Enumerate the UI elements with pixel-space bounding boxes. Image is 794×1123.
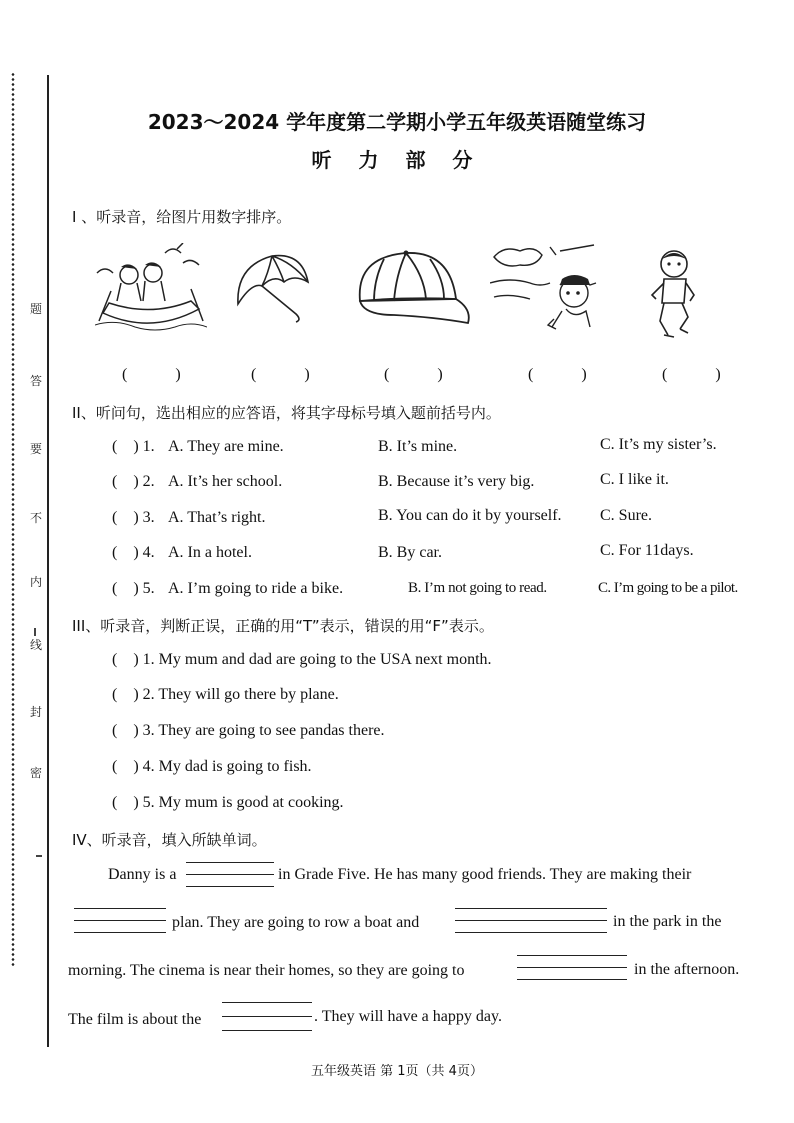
cloze-text: Danny is a [108, 866, 177, 883]
option-b: B. It’s mine. [378, 438, 458, 455]
cloze-text: in Grade Five. He has many good friends. They are making their [278, 866, 692, 883]
page-footer: 五年级英语 第 1页（共 4页） [311, 1064, 483, 1079]
option-c: C. I’m going to be a pilot. [598, 580, 738, 596]
answer-bracket[interactable]: ( ) [122, 366, 203, 383]
question-row [112, 580, 155, 598]
question-number: 1. [142, 438, 155, 455]
binding-char: 答 [29, 374, 42, 388]
cloze-text: The film is about the [68, 1011, 202, 1028]
running-boy-picture [648, 247, 698, 343]
answer-bracket[interactable]: ( ) [112, 509, 139, 526]
fishing-boy-picture [490, 243, 602, 331]
question-row [112, 509, 155, 527]
answer-bracket[interactable]: ( ) [112, 651, 139, 668]
cloze-text: . They will have a happy day. [314, 1008, 502, 1025]
answer-bracket[interactable]: ( ) [384, 366, 465, 383]
question-number: 4. [142, 544, 155, 561]
answer-bracket[interactable]: ( ) [112, 722, 139, 739]
statement: 1. My mum and dad are going to the USA next month. [142, 651, 492, 668]
answer-bracket[interactable]: ( ) [112, 473, 139, 490]
binding-char: 要 [29, 442, 42, 456]
question-row [112, 438, 155, 456]
scan-mark [34, 628, 36, 636]
cloze-text: plan. They are going to row a boat and [172, 914, 420, 931]
question-row [112, 544, 155, 562]
question-row [112, 473, 155, 491]
umbrella-picture [232, 252, 310, 324]
binding-char: 不 [29, 511, 42, 525]
option-b: B. I’m not going to read. [408, 580, 547, 596]
judgement-row [112, 686, 339, 704]
part1-heading: I 、听录音，给图片用数字排序。 [72, 208, 292, 226]
judgement-row [112, 722, 385, 740]
answer-bracket[interactable]: ( ) [251, 366, 332, 383]
fill-blank[interactable] [186, 862, 274, 886]
part4-heading: IV、听录音，填入所缺单词。 [72, 831, 267, 849]
option-c: C. It’s my sister’s. [600, 436, 717, 453]
answer-bracket[interactable]: ( ) [112, 794, 139, 811]
part2-heading: II、听问句，选出相应的应答语，将其字母标号填入题前括号内。 [72, 404, 501, 422]
judgement-row [112, 794, 344, 812]
statement: 3. They are going to see pandas there. [142, 722, 385, 739]
option-b: B. By car. [378, 544, 442, 561]
binding-char: 题 [29, 302, 42, 316]
page-subtitle: 听 力 部 分 [311, 148, 483, 172]
option-a: A. That’s right. [168, 509, 266, 526]
answer-bracket[interactable]: ( ) [528, 366, 609, 383]
answer-bracket[interactable]: ( ) [112, 580, 139, 597]
question-number: 3. [142, 509, 155, 526]
fill-blank[interactable] [222, 1002, 312, 1026]
answer-bracket[interactable]: ( ) [662, 366, 743, 383]
fill-blank[interactable] [74, 908, 166, 932]
cloze-text: in the park in the [613, 913, 722, 930]
option-c: C. I like it. [600, 471, 669, 488]
answer-bracket[interactable]: ( ) [112, 758, 139, 775]
page-title: 2023～2024 学年度第二学期小学五年级英语随堂练习 [147, 110, 647, 134]
cloze-text: morning. The cinema is near their homes, so they are going to [68, 962, 465, 979]
binding-dotted-line [11, 72, 15, 967]
option-a: A. In a hotel. [168, 544, 252, 561]
fill-blank[interactable] [455, 908, 607, 932]
answer-bracket[interactable]: ( ) [112, 686, 139, 703]
judgement-row [112, 758, 312, 776]
statement: 5. My mum is good at cooking. [142, 794, 344, 811]
option-c: C. For 11days. [600, 542, 694, 559]
binding-char: 内 [29, 575, 42, 589]
option-c: C. Sure. [600, 507, 652, 524]
statement: 2. They will go there by plane. [142, 686, 339, 703]
question-number: 5. [142, 580, 155, 597]
cap-picture [354, 249, 472, 329]
judgement-row [112, 651, 492, 669]
answer-bracket[interactable]: ( ) [112, 438, 139, 455]
binding-char: 密 [29, 766, 42, 780]
answer-bracket[interactable]: ( ) [112, 544, 139, 561]
scan-mark [36, 855, 42, 857]
option-a: A. They are mine. [168, 438, 284, 455]
rowing-boat-picture [95, 243, 207, 335]
binding-rule [47, 75, 49, 1047]
statement: 4. My dad is going to fish. [142, 758, 312, 775]
cloze-text: in the afternoon. [634, 961, 740, 978]
question-number: 2. [142, 473, 155, 490]
option-a: A. It’s her school. [168, 473, 283, 490]
binding-char: 封 [29, 705, 42, 719]
part3-heading: III、听录音，判断正误，正确的用“T”表示，错误的用“F”表示。 [72, 617, 494, 635]
option-b: B. Because it’s very big. [378, 473, 535, 490]
option-a: A. I’m going to ride a bike. [168, 580, 344, 597]
fill-blank[interactable] [517, 955, 627, 979]
option-b: B. You can do it by yourself. [378, 507, 562, 524]
binding-char: 线 [29, 638, 42, 652]
